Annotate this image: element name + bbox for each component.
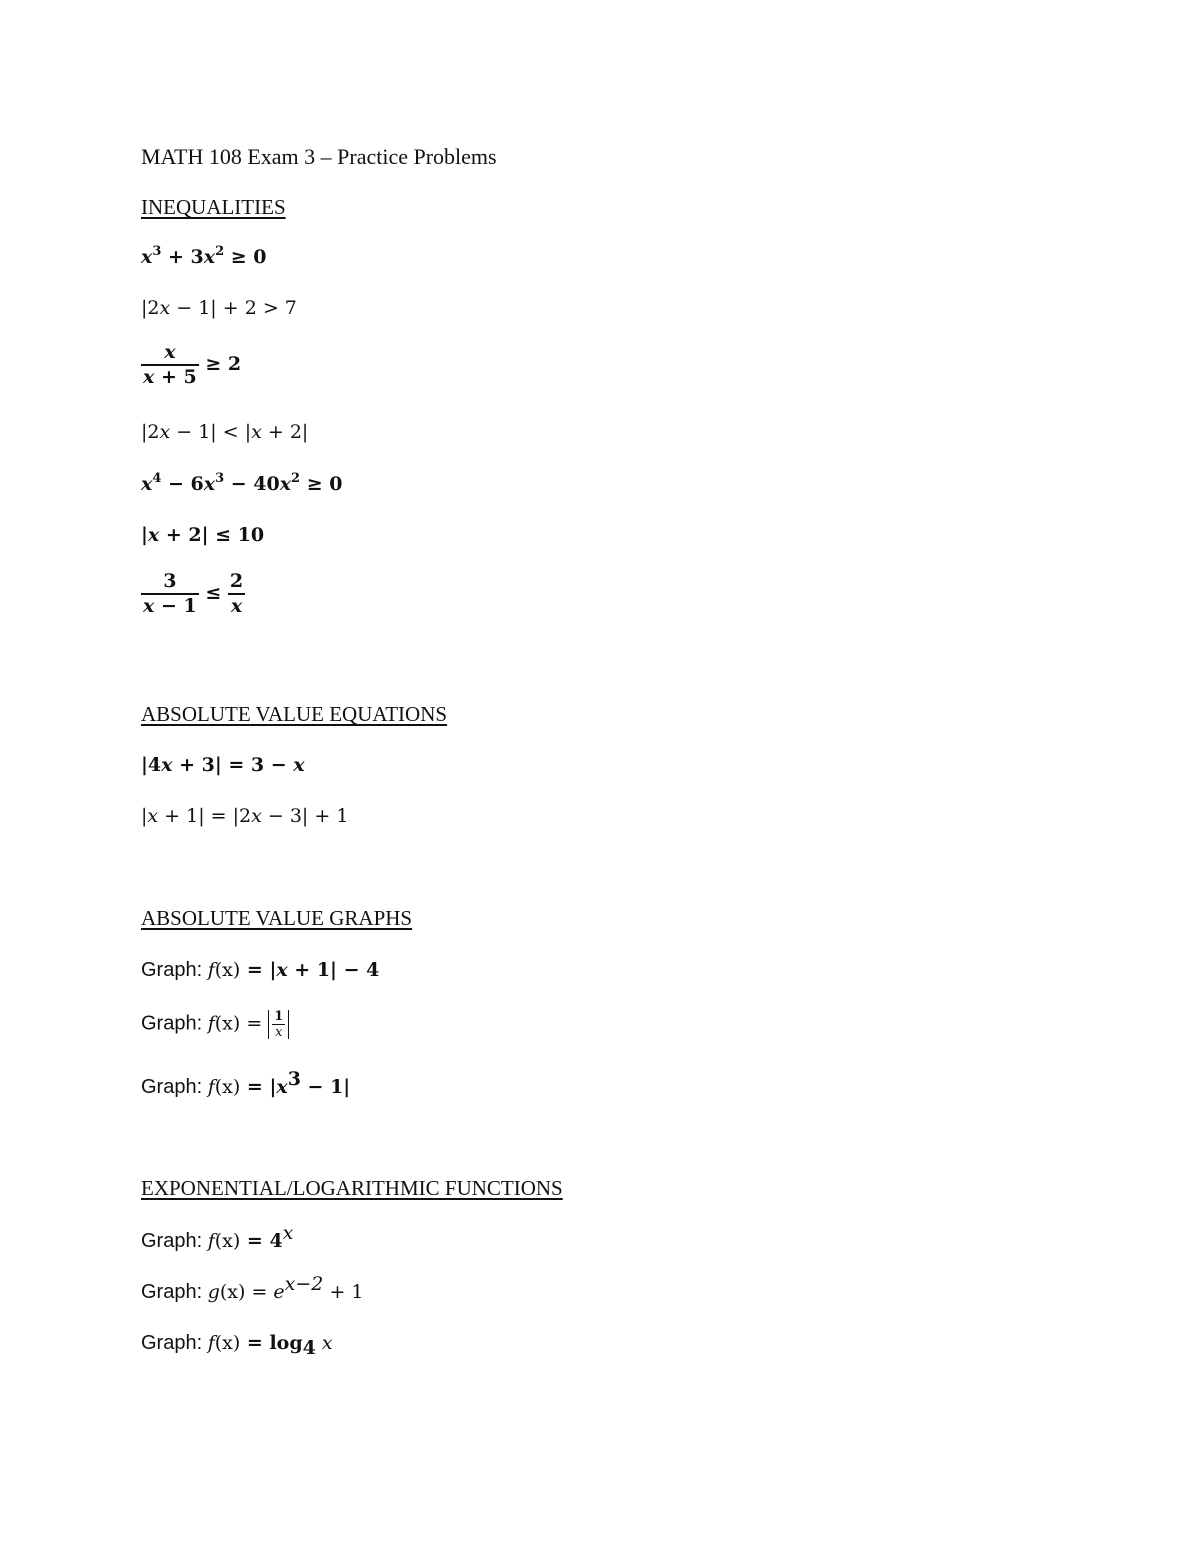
function-arg: (x) bbox=[219, 1281, 246, 1303]
term: |2 bbox=[141, 421, 160, 443]
denominator: x bbox=[228, 593, 245, 616]
absolute-value-bars bbox=[268, 1010, 289, 1039]
term: − 3| + 1 bbox=[261, 805, 349, 827]
function-arg: (x) bbox=[214, 1012, 241, 1035]
term: + 1 bbox=[323, 1281, 364, 1303]
denominator: x bbox=[272, 1024, 285, 1039]
term: ≥ 0 bbox=[300, 473, 343, 495]
inequality-4 bbox=[141, 423, 308, 442]
function-arg: (x) bbox=[214, 959, 241, 981]
term: = bbox=[240, 1012, 269, 1035]
abs-graph-3 bbox=[141, 1068, 351, 1098]
term: + 3| = 3 − bbox=[172, 754, 294, 776]
function-name: f bbox=[207, 1332, 215, 1354]
var: x bbox=[203, 473, 216, 495]
numerator: 3 bbox=[163, 570, 177, 592]
abs-equation-2 bbox=[141, 807, 348, 826]
denominator: − 1 bbox=[154, 595, 197, 617]
denominator: + 5 bbox=[154, 366, 197, 388]
inequality-5 bbox=[141, 471, 343, 495]
var: x bbox=[143, 595, 155, 617]
abs-graph-2 bbox=[141, 1010, 289, 1039]
var: x bbox=[147, 805, 159, 827]
term: − 1| + 2 > 7 bbox=[170, 297, 297, 319]
var: x bbox=[251, 805, 262, 827]
var: x bbox=[143, 366, 155, 388]
operator: ≤ bbox=[198, 582, 228, 604]
graph-label: Graph: bbox=[141, 1012, 208, 1035]
log-base: 4 bbox=[302, 1337, 316, 1359]
section-heading-exp-log: EXPONENTIAL/LOGARITHMIC FUNCTIONS bbox=[141, 1176, 563, 1200]
term: − 1| bbox=[300, 1076, 351, 1098]
function-name: g bbox=[207, 1281, 220, 1303]
term: ≥ 2 bbox=[198, 353, 242, 375]
var: x bbox=[161, 754, 173, 776]
graph-label: Graph: bbox=[141, 1332, 208, 1354]
exponent: 4 bbox=[152, 471, 162, 486]
graph-label: Graph: bbox=[141, 1076, 208, 1098]
graph-label: Graph: bbox=[141, 959, 208, 981]
numerator: 1 bbox=[274, 1009, 284, 1024]
var: x bbox=[276, 959, 288, 981]
term: | bbox=[141, 524, 148, 546]
function-arg: (x) bbox=[214, 1076, 241, 1098]
term: = 4 bbox=[240, 1230, 283, 1252]
inequality-6 bbox=[141, 526, 264, 545]
var: x bbox=[159, 297, 171, 319]
term: + 1| − 4 bbox=[287, 959, 380, 981]
base: e bbox=[273, 1281, 285, 1303]
inequality-7 bbox=[141, 572, 245, 616]
exponent: 2 bbox=[291, 471, 301, 486]
term: + 1| = |2 bbox=[158, 805, 252, 827]
term: + 3 bbox=[161, 246, 204, 268]
exponent: x bbox=[282, 1222, 294, 1244]
fraction bbox=[272, 1010, 285, 1039]
exp-log-graph-2 bbox=[141, 1273, 364, 1303]
inequality-2 bbox=[141, 299, 297, 318]
term: |2 bbox=[141, 297, 160, 319]
var: x bbox=[293, 754, 305, 776]
exponent: x−2 bbox=[284, 1273, 324, 1295]
term: |4 bbox=[141, 754, 162, 776]
fraction bbox=[228, 572, 245, 616]
term: | bbox=[141, 805, 148, 827]
term: = | bbox=[240, 959, 277, 981]
abs-equation-1 bbox=[141, 756, 305, 775]
inequality-3 bbox=[141, 343, 241, 387]
term: + 2| ≤ 10 bbox=[159, 524, 265, 546]
numerator: x bbox=[164, 341, 176, 363]
var: x bbox=[251, 421, 262, 443]
function-name: f bbox=[207, 959, 215, 981]
var: x bbox=[141, 473, 153, 495]
inequality-1 bbox=[141, 244, 267, 268]
numerator: 2 bbox=[229, 570, 244, 592]
term: = | bbox=[240, 1076, 277, 1098]
exponent: 2 bbox=[215, 244, 225, 259]
term: = log bbox=[240, 1332, 303, 1354]
var: x bbox=[141, 246, 153, 268]
function-arg: (x) bbox=[214, 1230, 241, 1252]
var: x bbox=[276, 1076, 288, 1098]
graph-label: Graph: bbox=[141, 1281, 208, 1303]
var: x bbox=[315, 1332, 333, 1354]
var: x bbox=[203, 246, 216, 268]
fraction bbox=[141, 343, 199, 387]
var: x bbox=[147, 524, 160, 546]
function-name: f bbox=[207, 1230, 215, 1252]
var: x bbox=[159, 421, 171, 443]
section-heading-abs-graphs: ABSOLUTE VALUE GRAPHS bbox=[141, 906, 413, 930]
exponent: 3 bbox=[287, 1068, 301, 1090]
graph-label: Graph: bbox=[141, 1230, 208, 1252]
exponent: 3 bbox=[215, 471, 225, 486]
term: + 2| bbox=[261, 421, 309, 443]
exp-log-graph-1 bbox=[141, 1222, 294, 1252]
function-arg: (x) bbox=[214, 1332, 241, 1354]
abs-graph-1 bbox=[141, 959, 379, 980]
section-heading-inequalities: INEQUALITIES bbox=[141, 195, 286, 219]
function-name: f bbox=[207, 1076, 215, 1098]
term: − 1| < | bbox=[170, 421, 252, 443]
exp-log-graph-3 bbox=[141, 1332, 333, 1359]
term: ≥ 0 bbox=[224, 246, 267, 268]
term: = bbox=[245, 1281, 274, 1303]
exponent: 3 bbox=[152, 244, 162, 259]
term: − 40 bbox=[224, 473, 280, 495]
term: − 6 bbox=[161, 473, 204, 495]
var: x bbox=[279, 473, 292, 495]
page-title: MATH 108 Exam 3 – Practice Problems bbox=[141, 144, 497, 169]
fraction bbox=[141, 572, 199, 616]
function-name: f bbox=[207, 1012, 215, 1035]
section-heading-abs-equations: ABSOLUTE VALUE EQUATIONS bbox=[141, 702, 448, 726]
